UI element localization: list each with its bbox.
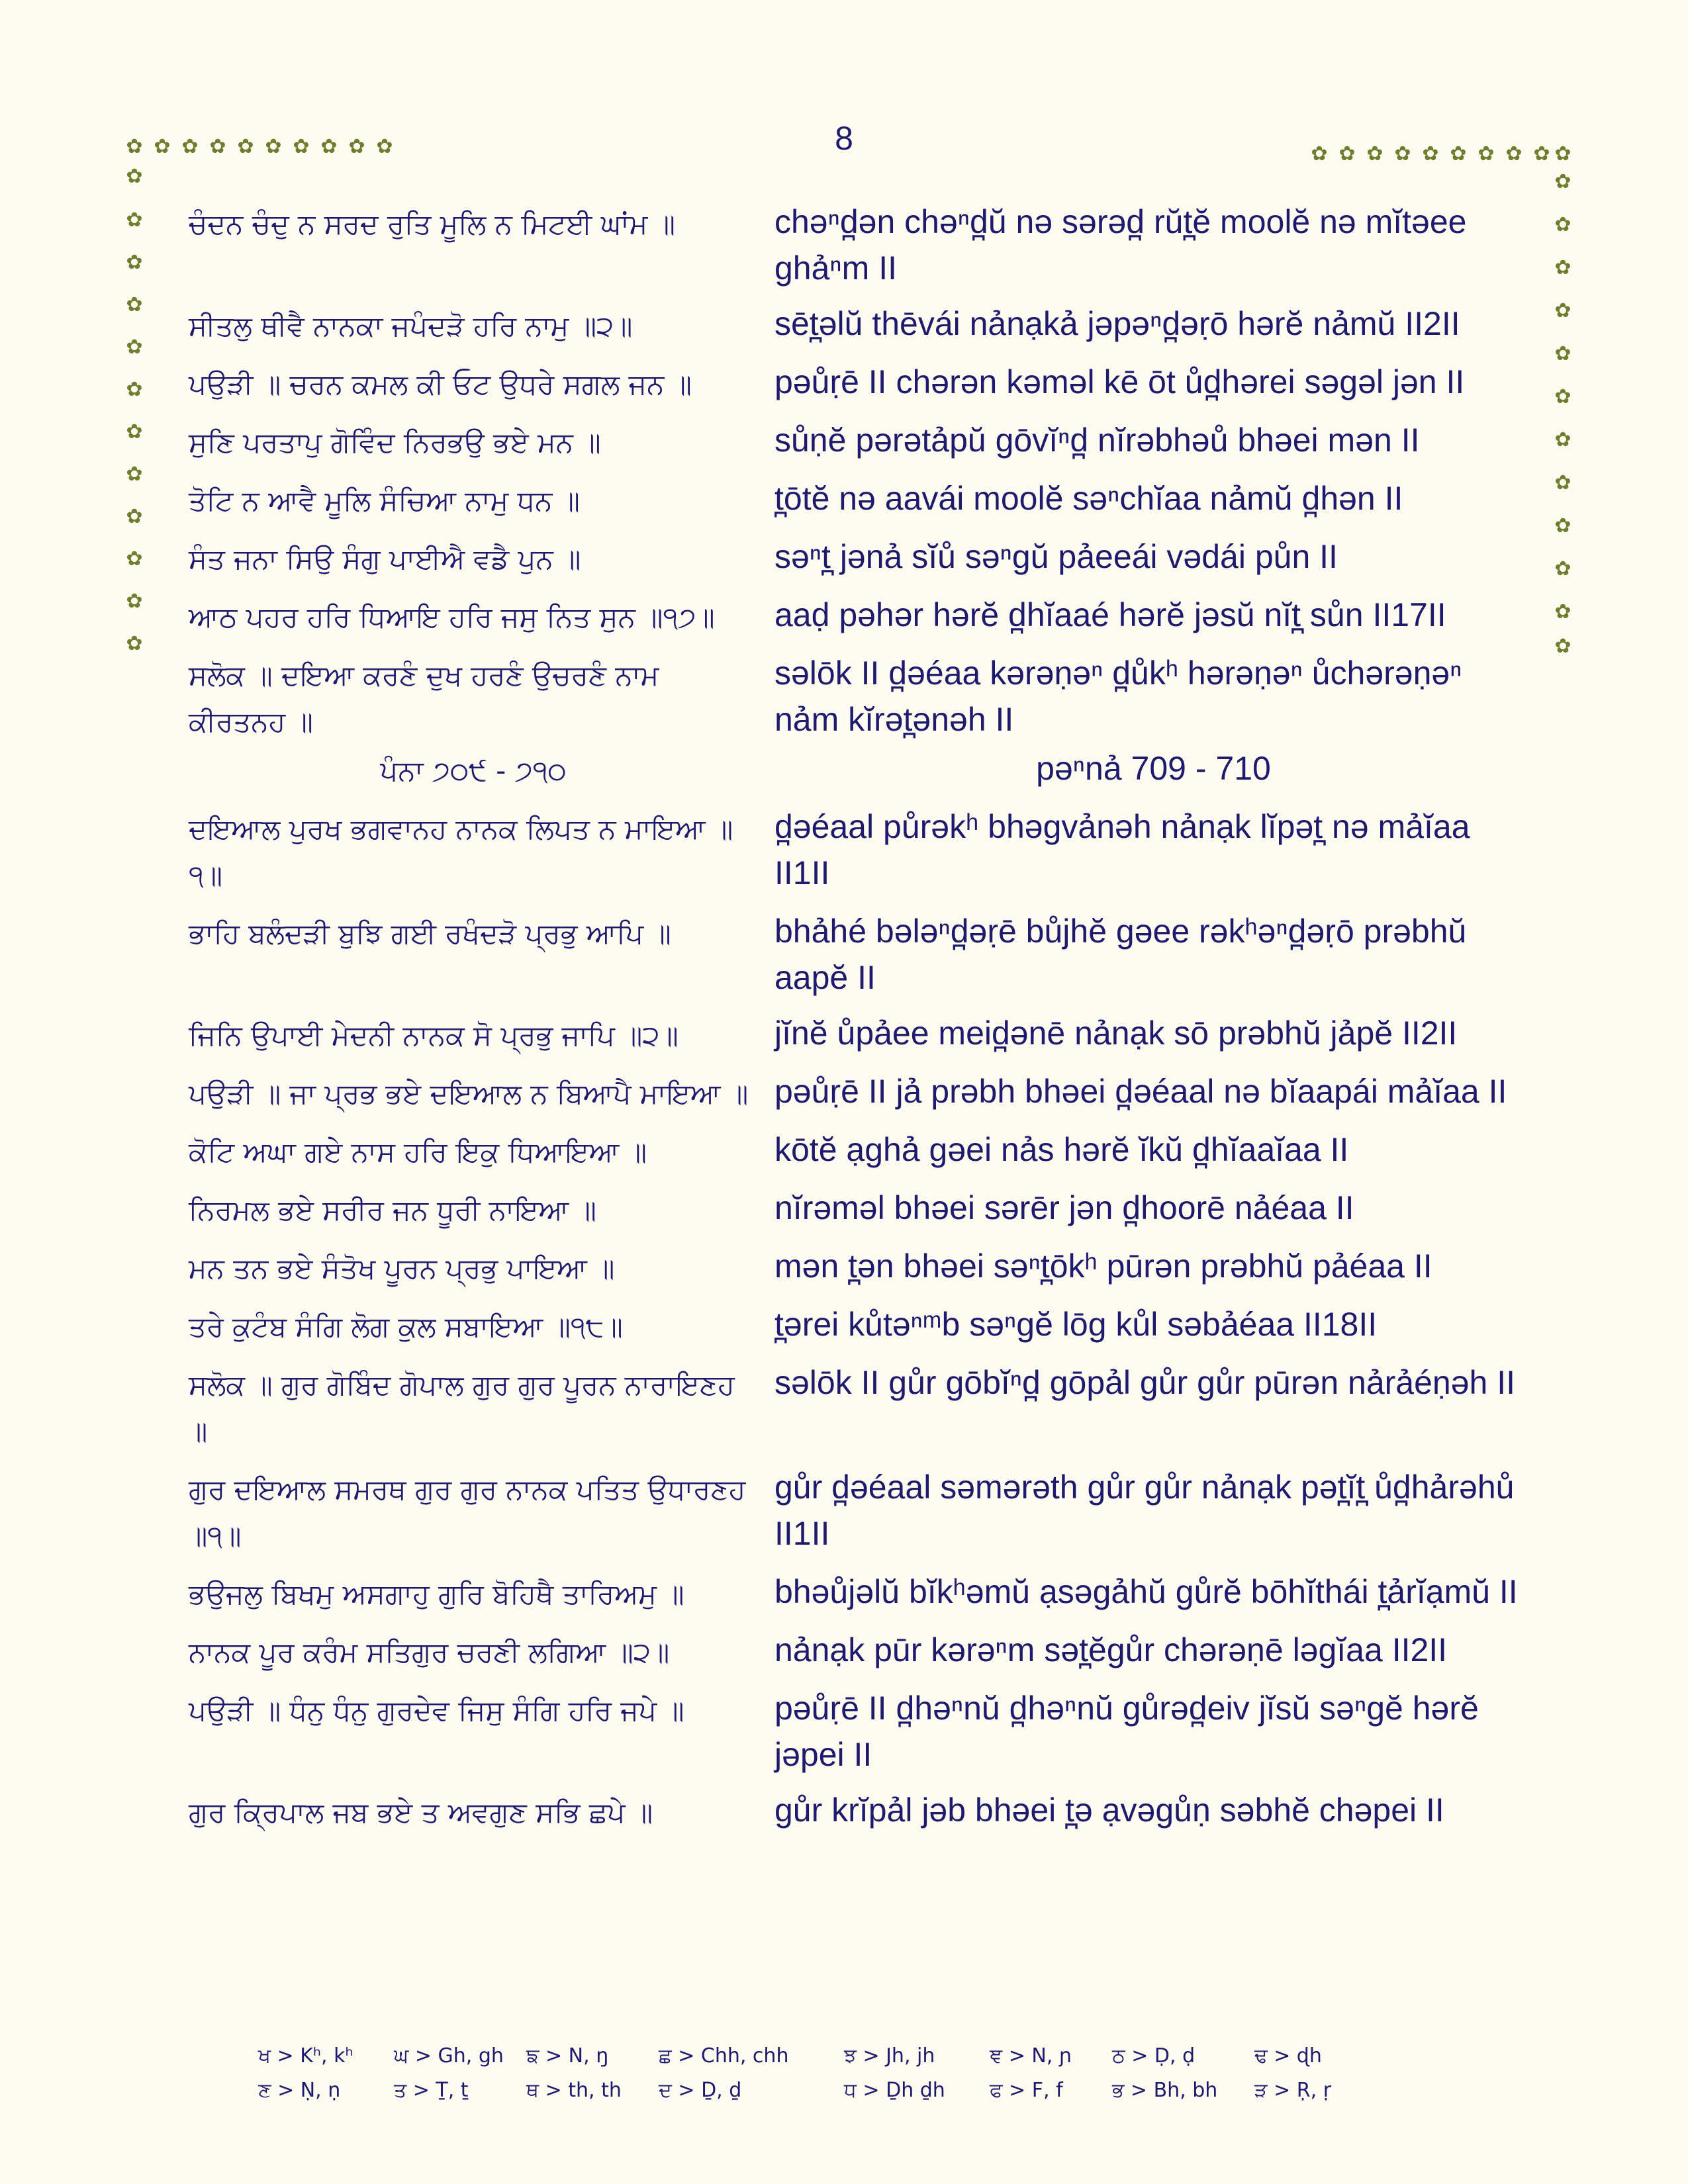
flower-icon: ✿ (1554, 343, 1571, 365)
transliteration-line: mən t̪ən bhəei səⁿt̪ōkʰ pūrən prəbhŭ pảéaa II (774, 1248, 1432, 1285)
flower-icon: ✿ (126, 165, 143, 187)
verse-row (189, 1627, 1532, 1676)
verse-row (189, 1068, 1532, 1117)
verse-row (189, 199, 1532, 291)
flower-icon: ✿ (1394, 143, 1411, 165)
legend-item: ਫ > F, f (990, 2078, 1063, 2102)
verse-row (189, 1301, 1532, 1350)
gurmukhi-line: ਪਉੜੀ ॥ ਜਾ ਪ੍ਰਭ ਭਏ ਦਇਆਲ ਨ ਬਿਆਪੈ ਮਾਇਆ ॥ (189, 1077, 749, 1110)
legend-item: ਘ > Gh, gh (394, 2044, 504, 2068)
legend-item: ਭ > Bh, bh (1112, 2078, 1218, 2102)
transliteration-line: pəůṛē II d̪həⁿnŭ d̪həⁿnŭ gůrəd̪eiv jĭsŭ səⁿgĕ hərĕ jəpei II (774, 1690, 1479, 1773)
flower-icon: ✿ (1554, 171, 1571, 193)
flower-icon: ✿ (1554, 214, 1571, 236)
transliteration-line: gůr d̪əéaal səmərəth gůr gůr nảnạk pət̪ĭt̪ ůd̪hảrəhů II1II (774, 1469, 1515, 1552)
gurmukhi-line: ਸੁਣਿ ਪਰਤਾਪੁ ਗੋਵਿੰਦ ਨਿਰਭਉ ਭਏ ਮਨ ॥ (189, 426, 601, 459)
flower-icon: ✿ (1450, 143, 1467, 165)
gurmukhi-line: ਚੰਦਨ ਚੰਦੁ ਨ ਸਰਦ ਰੁਤਿ ਮੂਲਿ ਨ ਮਿਟਈ ਘਾਂਮ ॥ (189, 208, 676, 240)
gurmukhi-line: ਭਾਹਿ ਬਲੰਦੜੀ ਬੁਝਿ ਗਈ ਰਖੰਦੜੋ ਪ੍ਰਭੁ ਆਪਿ ॥ (189, 917, 671, 950)
flower-icon: ✿ (1554, 257, 1571, 279)
flower-icon: ✿ (209, 136, 226, 158)
transliteration-line: pəůṛē II chərən kəməl kē ōt ůd̪hərei səgəl jən II (774, 363, 1465, 400)
transliteration-line: bhəůjəlŭ bĭkʰəmŭ ạsəgảhŭ gůrĕ bōhĭthái t̪ảrĭạmŭ II (774, 1573, 1518, 1610)
gurmukhi-line: ਸੰਤ ਜਨਾ ਸਿਉ ਸੰਗੁ ਪਾਈਐ ਵਡੈ ਪੁਨ ॥ (189, 543, 581, 575)
verse-row (189, 1359, 1532, 1455)
gurmukhi-line: ਗੁਰ ਕ੍ਰਿਪਾਲ ਜਬ ਭਏ ਤ ਅਵਗੁਣ ਸਭਿ ਛਪੇ ॥ (189, 1796, 653, 1829)
gurmukhi-line: ਆਠ ਪਹਰ ਹਰਿ ਧਿਆਇ ਹਰਿ ਜਸੁ ਨਿਤ ਸੁਨ ॥੧੭॥ (189, 601, 715, 633)
flower-icon: ✿ (265, 136, 282, 158)
legend-item: ੜ > Ṛ, ṛ (1254, 2078, 1332, 2102)
verse-columns (189, 199, 1532, 1836)
transliteration-line: nĭrəməl bhəei sərēr jən d̪hoorē nảéaa II (774, 1189, 1354, 1226)
flower-icon: ✿ (1554, 386, 1571, 408)
transliteration-line: pəůṛē II jả prəbh bhəei d̪əéaal nə bĭaapái mảĭaa II (774, 1073, 1507, 1110)
legend-item: ਦ > Ḏ, ḏ (659, 2078, 742, 2102)
legend-item: ਞ > N, ɲ (990, 2044, 1072, 2068)
gurmukhi-line: ਸਲੋਕ ॥ ਗੁਰ ਗੋਬਿੰਦ ਗੋਪਾਲ ਗੁਰ ਗੁਰ ਪੂਰਨ ਨਾਰਾਇਣਹ ॥ (189, 1369, 735, 1447)
flower-icon: ✿ (237, 136, 254, 158)
gurmukhi-line: ਕੋਟਿ ਅਘਾ ਗਏ ਨਾਸ ਹਰਿ ਇਕੁ ਧਿਆਇਆ ॥ (189, 1136, 647, 1168)
verse-row (189, 592, 1532, 641)
transliteration-line: sēt̪əlŭ thēvái nảnạkả jəpəⁿd̪əṛō hərĕ nảmŭ II2II (774, 305, 1460, 342)
ang-transliteration: pəⁿnả 709 - 710 (1036, 750, 1271, 787)
ang-reference (189, 745, 1532, 794)
flower-icon: ✿ (154, 136, 171, 158)
verse-row (189, 650, 1532, 745)
gurmukhi-line: ਭਉਜਲੁ ਬਿਖਮੁ ਅਸਗਾਹੁ ਗੁਰਿ ਬੋਹਿਥੈ ਤਾਰਿਅਮੁ ॥ (189, 1578, 684, 1610)
flower-icon: ✿ (348, 136, 365, 158)
flower-icon: ✿ (1554, 143, 1571, 165)
transliteration-line: nảnạk pūr kərəⁿm sət̪ĕgůr chərəṇē ləgĭaa II2II (774, 1631, 1448, 1668)
gurmukhi-line: ਪਉੜੀ ॥ ਚਰਨ ਕਮਲ ਕੀ ਓਟ ਉਧਰੇ ਸਗਲ ਜਨ ॥ (189, 368, 692, 400)
verse-row (189, 803, 1532, 899)
legend-item: ਣ > Ṇ, ṇ (258, 2078, 341, 2102)
verse-row (189, 359, 1532, 408)
verse-row (189, 1464, 1532, 1559)
flower-icon: ✿ (1554, 515, 1571, 537)
gurmukhi-line: ਪਉੜੀ ॥ ਧੰਨੁ ਧੰਨੁ ਗੁਰਦੇਵ ਜਿਸੁ ਸੰਗਿ ਹਰਿ ਜਪੇ ॥ (189, 1694, 684, 1727)
flower-icon: ✿ (126, 251, 143, 273)
flower-icon: ✿ (1554, 429, 1571, 451)
gurmukhi-line: ਸਲੋਕ ॥ ਦਇਆ ਕਰਣੰ ਦੁਖ ਹਰਣੰ ਉਚਰਣੰ ਨਾਮ ਕੀਰਤਨਹ ॥ (189, 659, 659, 738)
page-number: 8 (835, 120, 853, 157)
verse-row (189, 1569, 1532, 1617)
verse-row (189, 1010, 1532, 1059)
legend-item: ਠ > Ḍ, ḍ (1112, 2044, 1196, 2068)
legend-item: ਛ > Chh, chh (659, 2044, 789, 2068)
flower-icon: ✿ (1554, 300, 1571, 322)
flower-icon: ✿ (1554, 558, 1571, 580)
gurmukhi-line: ਮਨ ਤਨ ਭਏ ਸੰਤੋਖ ਪੂਰਨ ਪ੍ਰਭੁ ਪਾਇਆ ॥ (189, 1252, 615, 1285)
flower-icon: ✿ (181, 136, 199, 158)
legend-row (258, 2073, 1450, 2107)
transliteration-line: chəⁿd̪ən chəⁿd̪ŭ nə sərəd̪ rŭt̪ĕ moolĕ nə mĭtəee ghảⁿm II (774, 203, 1467, 287)
flower-icon: ✿ (126, 136, 143, 158)
legend-item: ਖ > Kʰ, kʰ (258, 2044, 353, 2068)
transliteration-legend (258, 2038, 1450, 2107)
legend-item: ਙ > N, ŋ (526, 2044, 609, 2068)
transliteration-line: t̪ərei kůtəⁿᵐb səⁿgĕ lōg kůl səbảéaa II18II (774, 1306, 1378, 1343)
transliteration-line: sůṇĕ pərətảpŭ gōvĭⁿd̪ nĭrəbhəů bhəei mən II (774, 422, 1420, 459)
verse-row (189, 1185, 1532, 1234)
gurmukhi-line: ਦਇਆਲ ਪੁਰਖ ਭਗਵਾਨਹ ਨਾਨਕ ਲਿਪਤ ਨ ਮਾਇਆ ॥੧॥ (189, 813, 733, 891)
flower-icon: ✿ (126, 336, 143, 358)
flower-icon: ✿ (126, 379, 143, 400)
flower-icon: ✿ (376, 136, 393, 158)
flower-icon: ✿ (320, 136, 338, 158)
transliteration-line: səⁿt̪ jənả sĭů səⁿgŭ pảeeái vədái půn II (774, 538, 1338, 575)
transliteration-line: səlōk II gůr gōbĭⁿd̪ gōpảl gůr gůr pūrən nảrảéṇəh II (774, 1364, 1515, 1401)
transliteration-line: bhảhé bələⁿd̪əṛē bůjhĕ gəee rəkʰəⁿd̪əṛō prəbhŭ aapĕ II (774, 913, 1467, 996)
legend-item: ਥ > th, th (526, 2078, 622, 2102)
legend-item: ਝ > Jh, jh (844, 2044, 935, 2068)
verse-row (189, 1243, 1532, 1292)
gurmukhi-line: ਜਿਨਿ ਉਪਾਈ ਮੇਦਨੀ ਨਾਨਕ ਸੋ ਪ੍ਰਭੁ ਜਾਪਿ ॥੨॥ (189, 1019, 679, 1052)
verse-row (189, 1126, 1532, 1175)
flower-icon: ✿ (293, 136, 310, 158)
flower-icon: ✿ (126, 506, 143, 527)
verse-row (189, 475, 1532, 524)
gurmukhi-line: ਤਰੇ ਕੁਟੰਬ ਸੰਗਿ ਲੋਗ ਕੁਲ ਸਬਾਇਆ ॥੧੮॥ (189, 1310, 623, 1343)
flower-icon: ✿ (1366, 143, 1383, 165)
flower-icon: ✿ (126, 463, 143, 485)
flower-icon: ✿ (126, 590, 143, 612)
verse-row (189, 300, 1532, 349)
flower-icon: ✿ (126, 209, 143, 231)
flower-icon: ✿ (1477, 143, 1495, 165)
flower-icon: ✿ (126, 633, 143, 655)
flower-icon: ✿ (1533, 143, 1550, 165)
transliteration-line: jĭnĕ ůpảee meid̪ənē nảnạk sō prəbhŭ jảpĕ II2II (774, 1015, 1458, 1052)
transliteration-line: kōtĕ ạghả gəei nảs hərĕ ĭkŭ d̪hĭaaĭaa II (774, 1131, 1349, 1168)
transliteration-line: t̪ōtĕ nə aavái moolĕ səⁿchĭaa nảmŭ d̪hən II (774, 480, 1403, 517)
flower-icon: ✿ (1554, 635, 1571, 657)
gurmukhi-line: ਤੋਟਿ ਨ ਆਵੈ ਮੂਲਿ ਸੰਚਿਆ ਨਾਮੁ ਧਨ ॥ (189, 484, 580, 517)
verse-row (189, 908, 1532, 1001)
verse-row (189, 533, 1532, 582)
flower-icon: ✿ (1554, 472, 1571, 494)
legend-item: ਤ > Ṯ, ṯ (394, 2078, 469, 2102)
transliteration-line: səlōk II d̪əéaa kərəṇəⁿ d̪ůkʰ hərəṇəⁿ ůchərəṇəⁿ nảm kĭrət̪ənəh II (774, 655, 1462, 738)
verse-row (189, 417, 1532, 466)
flower-icon: ✿ (1311, 143, 1328, 165)
flower-icon: ✿ (126, 548, 143, 570)
flower-icon: ✿ (126, 421, 143, 443)
flower-icon: ✿ (1422, 143, 1439, 165)
flower-icon: ✿ (1554, 601, 1571, 623)
flower-icon: ✿ (1505, 143, 1523, 165)
transliteration-line: d̪əéaal půrəkʰ bhəgvảnəh nảnạk lĭpət̪ nə mảĭaa II1II (774, 808, 1470, 891)
legend-item: ਢ > ɖh (1254, 2044, 1322, 2068)
flower-icon: ✿ (1338, 143, 1356, 165)
legend-item: ਧ > Ḏh ḏh (844, 2078, 945, 2102)
gurmukhi-line: ਨਾਨਕ ਪੂਰ ਕਰੰਮ ਸਤਿਗੁਰ ਚਰਣੀ ਲਗਿਆ ॥੨॥ (189, 1636, 670, 1668)
gurmukhi-line: ਨਿਰਮਲ ਭਏ ਸਰੀਰ ਜਨ ਧੂਰੀ ਨਾਇਆ ॥ (189, 1194, 596, 1226)
flower-icon: ✿ (126, 294, 143, 316)
gurmukhi-line: ਸੀਤਲੁ ਥੀਵੈ ਨਾਨਕਾ ਜਪੰਦੜੋ ਹਰਿ ਨਾਮੁ ॥੨॥ (189, 310, 633, 342)
transliteration-line: gůr krĭpảl jəb bhəei t̪ə ạvəgůṇ səbhĕ chəpei II (774, 1792, 1444, 1829)
transliteration-line: aaḍ pəhər hərĕ d̪hĭaaé hərĕ jəsŭ nĭt̪ sůn II17II (774, 596, 1446, 633)
verse-row (189, 1787, 1532, 1836)
ang-gurmukhi: ਪੰਨਾ ੭੦੯ - ੭੧੦ (380, 754, 567, 787)
legend-row (258, 2038, 1450, 2073)
gurmukhi-line: ਗੁਰ ਦਇਆਲ ਸਮਰਥ ਗੁਰ ਗੁਰ ਨਾਨਕ ਪਤਿਤ ਉਧਾਰਣਹ ॥੧॥ (189, 1473, 746, 1552)
verse-row (189, 1685, 1532, 1778)
